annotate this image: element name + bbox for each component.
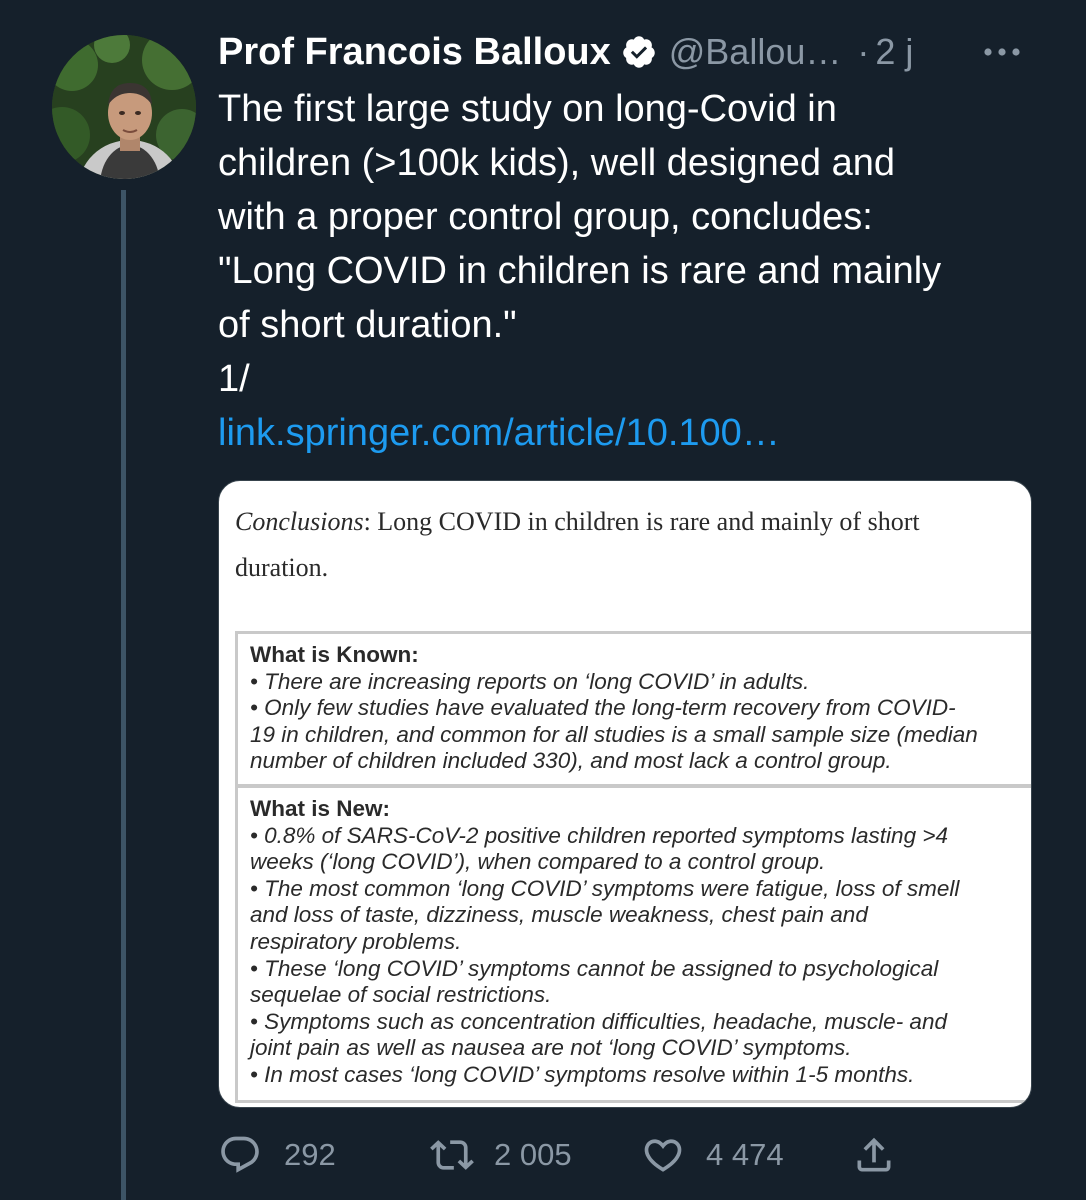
retweet-button[interactable]: [428, 1130, 572, 1180]
tweet-text-line: with a proper control group, concludes:: [218, 196, 873, 238]
what-is-known-box: [235, 631, 1032, 787]
tweet-text: [218, 82, 1068, 406]
conclusion-text: [235, 499, 1015, 591]
tweet-text-line: The first large study on long-Covid in: [218, 88, 837, 130]
verified-badge-icon: [621, 34, 657, 70]
box-line: • 0.8% of SARS-CoV-2 positive children reported symptoms lasting >4: [250, 822, 948, 848]
reply-count: 292: [284, 1137, 336, 1172]
conclusion-line: duration.: [235, 553, 329, 582]
box-line: joint pain as well as nausea are not ‘long COVID’ symptoms.: [250, 1035, 852, 1061]
heart-icon: [640, 1133, 686, 1177]
attached-image[interactable]: [218, 480, 1032, 1108]
tweet-time[interactable]: 2 j: [875, 31, 914, 72]
box-line: sequelae of social restrictions.: [250, 982, 552, 1008]
box-line: weeks (‘long COVID’), when compared to a control group.: [250, 849, 826, 875]
box-line: • Symptoms such as concentration difficulties, headache, muscle- and: [250, 1008, 947, 1034]
tweet-text-line: "Long COVID in children is rare and mainly: [218, 250, 942, 292]
retweet-icon: [428, 1133, 476, 1177]
what-is-new-box: [235, 785, 1032, 1103]
tweet-text-line: children (>100k kids), well designed and: [218, 142, 896, 184]
conclusion-label: Conclusions: [235, 507, 364, 536]
box-line: • In most cases ‘long COVID’ symptoms resolve within 1-5 months.: [250, 1061, 915, 1087]
box-line: • The most common ‘long COVID’ symptoms were fatigue, loss of smell: [250, 875, 960, 901]
share-icon: [852, 1133, 896, 1177]
conclusion-line: : Long COVID in children is rare and mainly of short: [363, 507, 920, 536]
like-count: 4 474: [706, 1137, 784, 1172]
box-heading: What is Known:: [250, 642, 419, 667]
separator-dot: ·: [857, 31, 870, 72]
author-name[interactable]: Prof Francois Balloux: [218, 30, 611, 73]
more-icon[interactable]: [972, 34, 1032, 70]
article-link[interactable]: link.springer.com/article/10.100…: [218, 412, 780, 454]
box-line: number of children included 330), and most lack a control group.: [250, 748, 892, 774]
tweet-actions: [218, 1130, 918, 1180]
box-line: • Only few studies have evaluated the long-term recovery from COVID-: [250, 695, 956, 721]
like-button[interactable]: [640, 1130, 784, 1180]
avatar[interactable]: [52, 35, 196, 179]
thread-line: [121, 190, 126, 1200]
tweet-header: [218, 26, 913, 78]
box-line: • There are increasing reports on ‘long COVID’ in adults.: [250, 668, 810, 694]
tweet-text-line: 1/: [218, 358, 250, 400]
reply-icon: [218, 1133, 262, 1177]
box-line: • These ‘long COVID’ symptoms cannot be assigned to psychological: [250, 955, 939, 981]
retweet-count: 2 005: [494, 1137, 572, 1172]
share-button[interactable]: [852, 1130, 896, 1180]
box-line: and loss of taste, dizziness, muscle weakness, chest pain and: [250, 902, 868, 928]
box-line: respiratory problems.: [250, 928, 462, 954]
reply-button[interactable]: [218, 1130, 336, 1180]
tweet-text-line: of short duration.": [218, 304, 517, 346]
author-handle[interactable]: @Ballou…: [668, 31, 842, 72]
box-line: 19 in children, and common for all studies is a small sample size (median: [250, 721, 978, 747]
avatar-photo: [52, 35, 196, 179]
box-heading: What is New:: [250, 796, 391, 821]
